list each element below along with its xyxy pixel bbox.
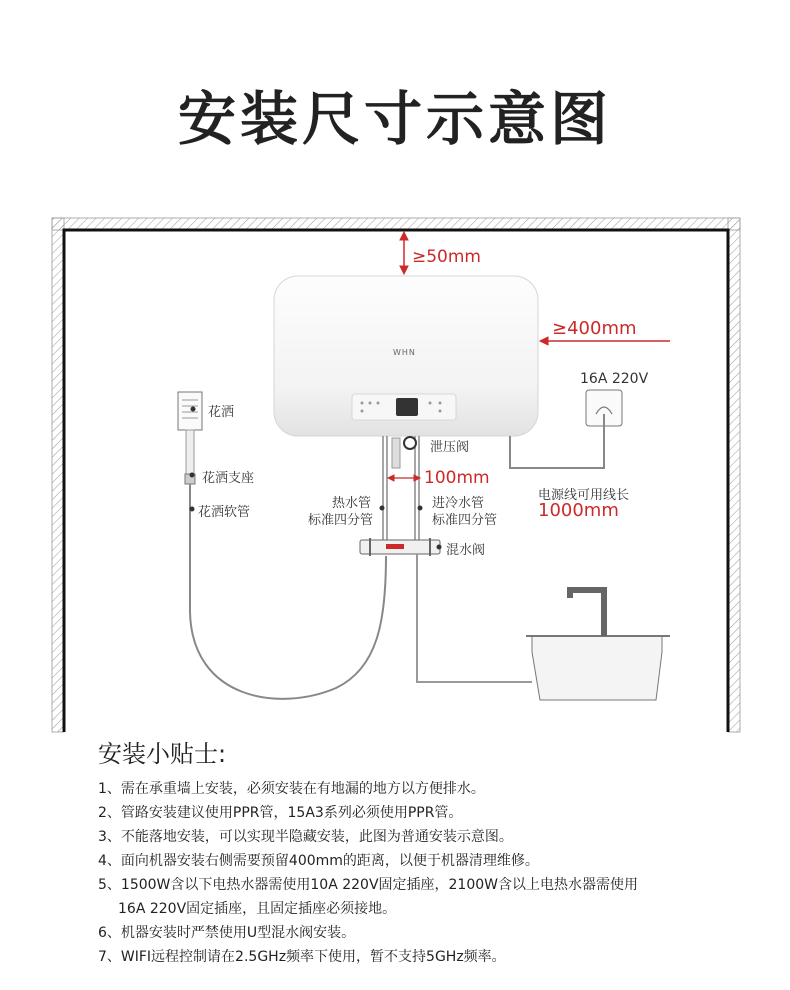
tip-item: 4、面向机器安装右侧需要预留400mm的距离，以便于机器清理维修。	[98, 853, 539, 869]
brand-logo: WHN	[393, 348, 416, 357]
shower-label: 花洒	[208, 405, 235, 420]
cold-pipe-spec: 标准四分管	[432, 513, 498, 528]
faucet-icon	[570, 590, 604, 636]
cable-length-value: 1000mm	[538, 500, 619, 521]
cable-length-label: 电源线可用线长	[538, 488, 630, 503]
water-pipes	[383, 436, 419, 540]
hot-pipe-label: 热水管	[332, 496, 372, 511]
shower-holder-label: 花洒支座	[202, 471, 255, 486]
pipe-spacing-label: 100mm	[424, 468, 490, 488]
relief-valve-label: 泄压阀	[430, 440, 470, 455]
tip-item: 5、1500W含以下电热水器需使用10A 220V固定插座，2100W含以上电热水器需使用	[98, 877, 638, 893]
tip-item: 6、机器安装时严禁使用U型混水阀安装。	[98, 925, 356, 941]
top-clearance-label: ≥50mm	[412, 247, 481, 267]
tips-heading: 安装小贴士:	[98, 740, 227, 768]
shower-head-icon	[178, 392, 202, 476]
cold-pipe-label: 进冷水管	[432, 496, 485, 511]
top-clearance-arrow	[400, 232, 408, 274]
tip-item: 16A 220V固定插座，且固定插座必须接地。	[118, 901, 397, 917]
hot-pipe-spec: 标准四分管	[308, 513, 374, 528]
tip-item: 7、WIFI远程控制请在2.5GHz频率下使用，暂不支持5GHz频率。	[98, 949, 506, 965]
tip-item: 2、管路安装建议使用PPR管，15A3系列必须使用PPR管。	[98, 805, 463, 821]
tip-item: 3、不能落地安装，可以实现半隐藏安装，此图为普通安装示意图。	[98, 829, 513, 845]
mixing-valve-label: 混水阀	[446, 543, 486, 558]
relief-valve-icon	[392, 437, 416, 468]
sink-pipe	[417, 554, 532, 682]
page-title: 安装尺寸示意图	[177, 85, 612, 153]
sink-icon	[526, 636, 670, 700]
shower-hose-label: 花洒软管	[198, 505, 251, 520]
outlet-label: 16A 220V	[580, 371, 649, 387]
tip-item: 1、需在承重墙上安装，必须安装在有地漏的地方以方便排水。	[98, 781, 485, 797]
pipe-spacing-arrow	[388, 475, 420, 481]
install-tips	[98, 734, 758, 969]
mixing-valve-icon	[360, 538, 440, 556]
side-clearance-label: ≥400mm	[552, 318, 637, 339]
